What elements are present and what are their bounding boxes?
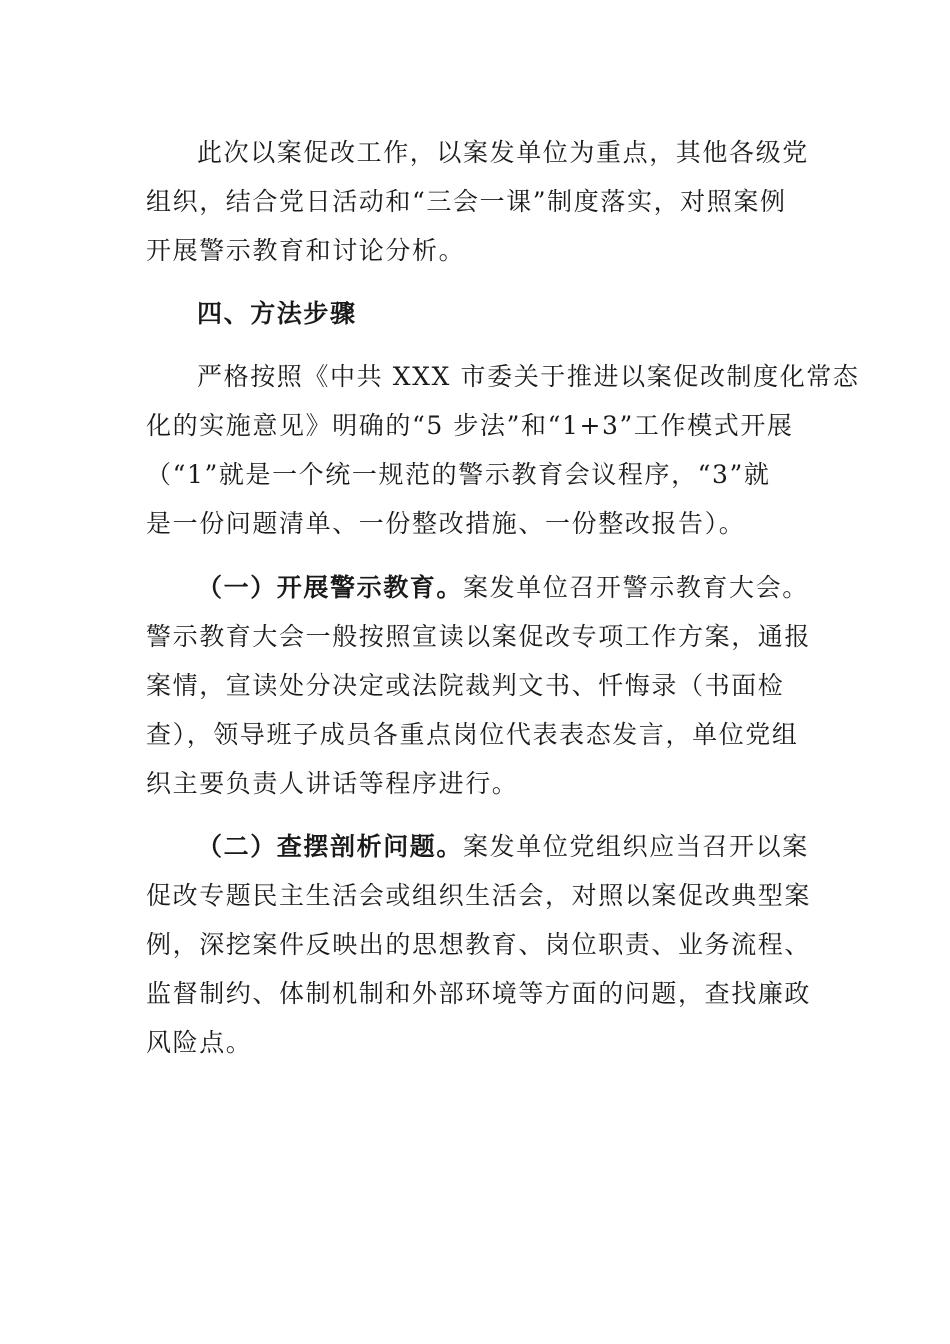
- paragraph-2-line-4: 是一份问题清单、一份整改措施、一份整改报告）。: [146, 509, 746, 538]
- paragraph-2-line-1: 严格按照《中共 XXX 市委关于推进以案促改制度化常态: [197, 362, 860, 391]
- paragraph-4-line-1: [197, 832, 809, 862]
- paragraph-3-line-3: 案情，宣读处分决定或法院裁判文书、忏悔录（书面检: [146, 671, 785, 700]
- paragraph-4-line-2: 促改专题民主生活会或组织生活会，对照以案促改典型案: [146, 881, 812, 910]
- paragraph-4-line-1-text: 案发单位党组织应当召开以案: [463, 832, 809, 861]
- paragraph-3-line-1: [197, 573, 809, 603]
- paragraph-3-line-4: 查），领导班子成员各重点岗位代表表态发言，单位党组: [146, 720, 799, 749]
- subheading-1: （一）开展警示教育。: [197, 573, 464, 602]
- paragraph-2-line-2: 化的实施意见》明确的“5 步法”和“1+3”工作模式开展: [146, 411, 794, 440]
- paragraph-1-line-3: 开展警示教育和讨论分析。: [146, 236, 466, 265]
- paragraph-1-line-2: 组织，结合党日活动和“三会一课”制度落实，对照案例: [146, 187, 787, 216]
- paragraph-4-line-5: 风险点。: [146, 1028, 253, 1057]
- section-heading: 四、方法步骤: [197, 299, 357, 328]
- paragraph-1-line-1: 此次以案促改工作，以案发单位为重点，其他各级党: [197, 138, 809, 167]
- subheading-2: （二）查摆剖析问题。: [197, 832, 464, 861]
- paragraph-3-line-2: 警示教育大会一般按照宣读以案促改专项工作方案，通报: [146, 622, 812, 651]
- paragraph-2-line-3: （“1”就是一个统一规范的警示教育会议程序，“3”就: [146, 460, 771, 489]
- paragraph-3-line-5: 织主要负责人讲话等程序进行。: [146, 769, 519, 798]
- paragraph-3-line-1-text: 案发单位召开警示教育大会。: [463, 573, 809, 602]
- paragraph-4-line-4: 监督制约、体制机制和外部环境等方面的问题，查找廉政: [146, 979, 812, 1008]
- paragraph-4-line-3: 例，深挖案件反映出的思想教育、岗位职责、业务流程、: [146, 930, 812, 959]
